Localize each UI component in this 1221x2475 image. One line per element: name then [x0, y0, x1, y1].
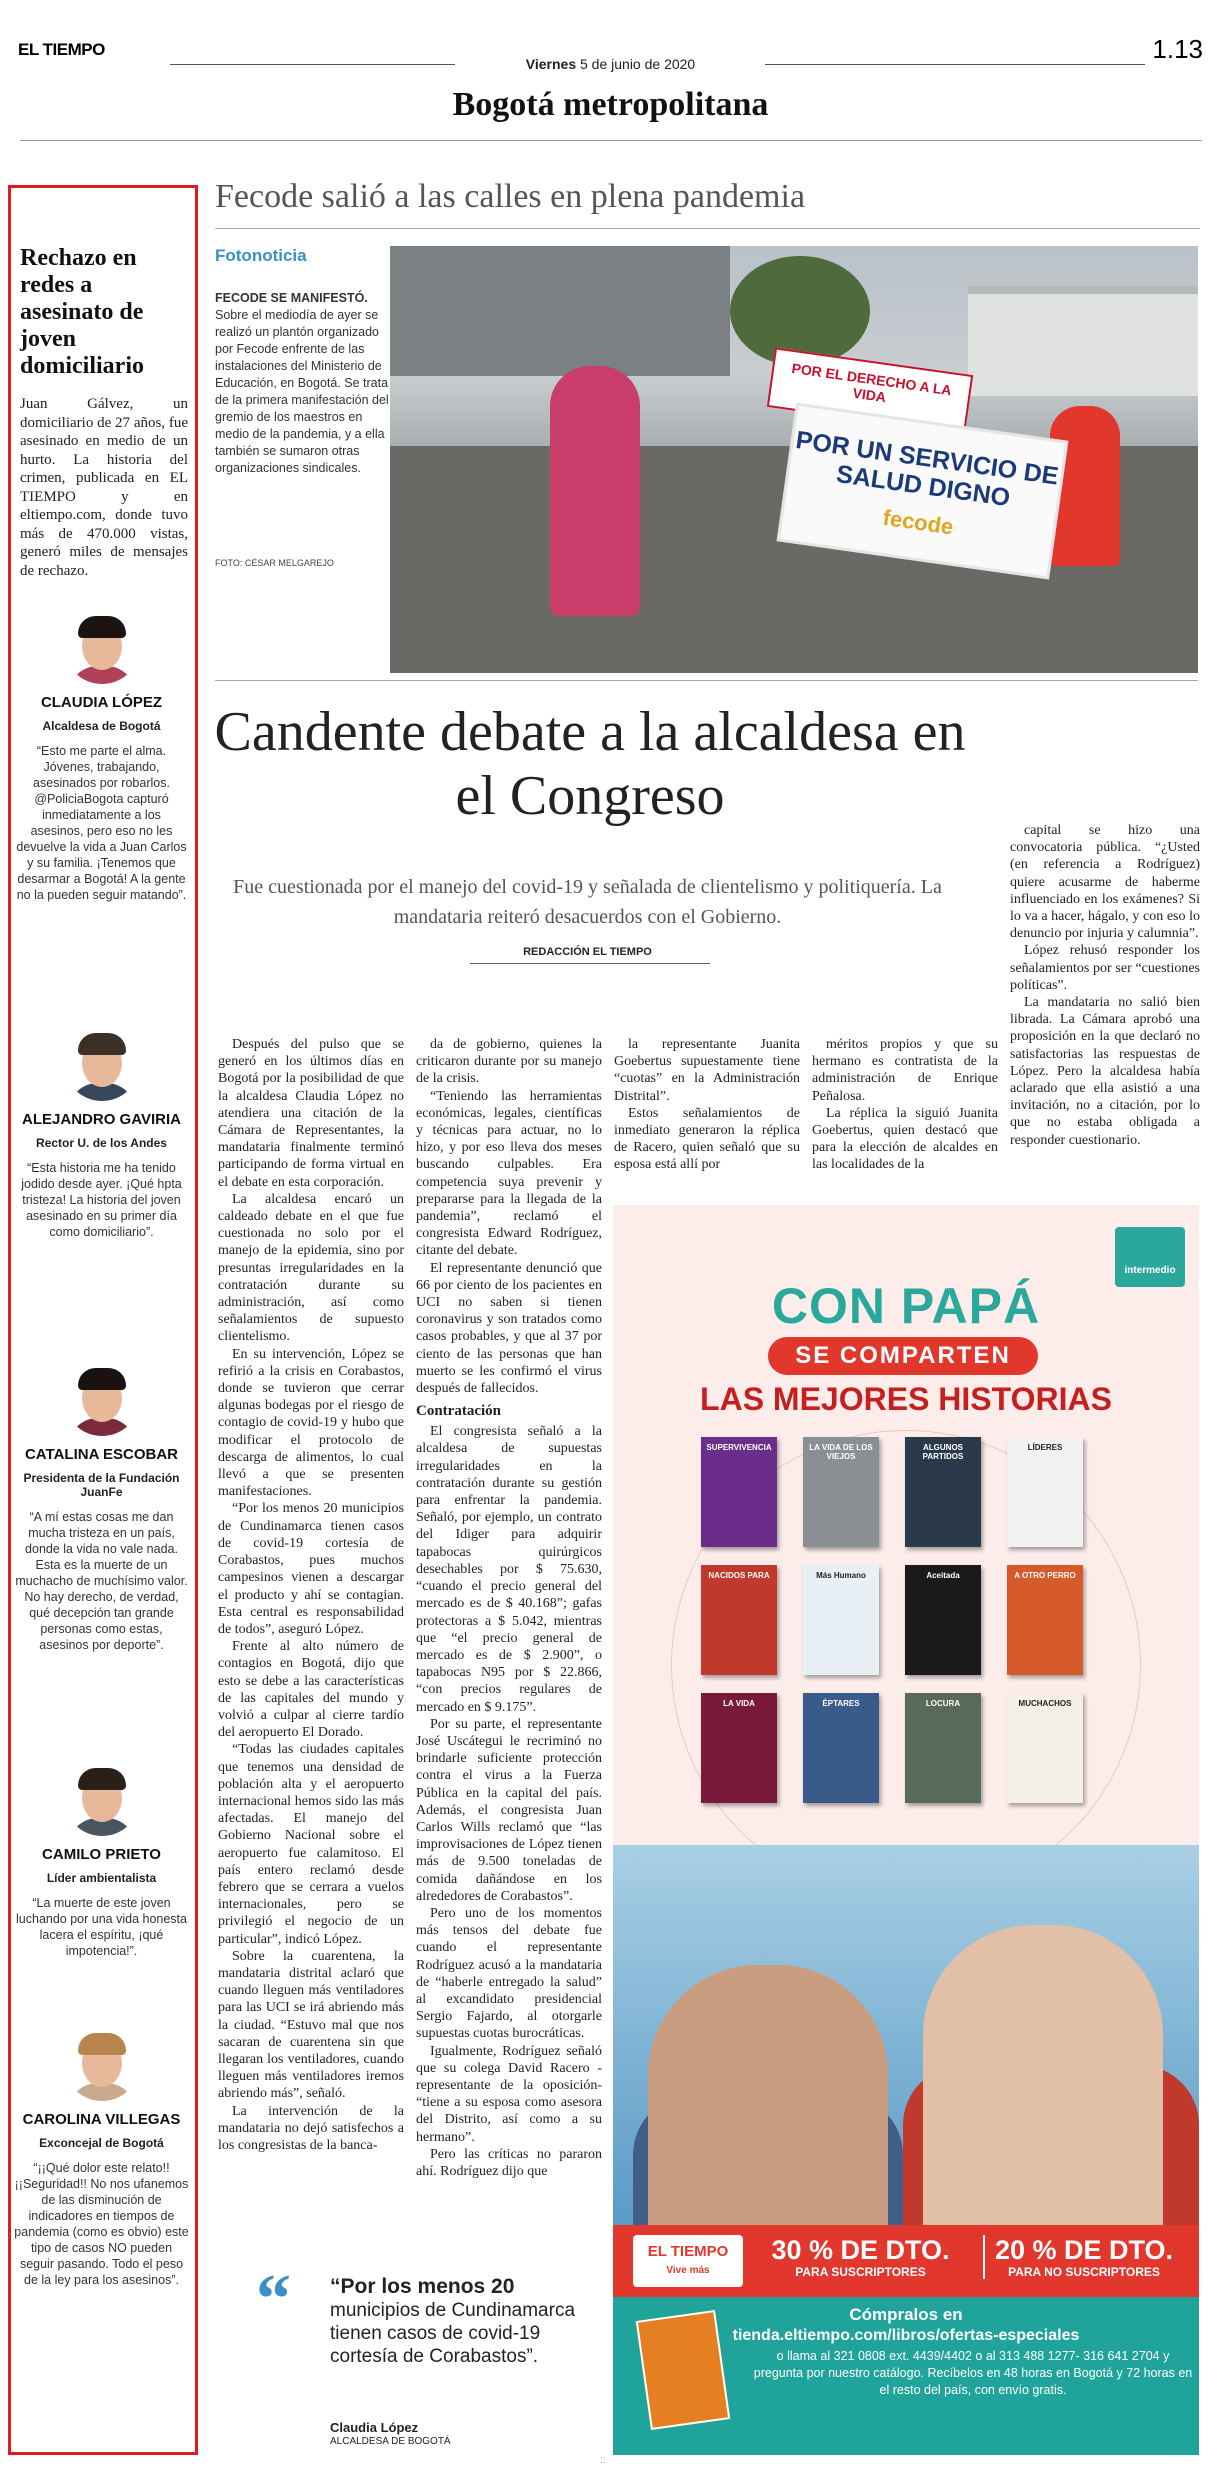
paragraph: capital se hizo una convocatoria pública. “¿Usted (en referencia a Rodríguez) quiere acusarme de haberme influenciado en los exámenes? Si lo va a hacer, hágalo, y con eso lo denuncio por injuria y calumnia”.	[1010, 823, 1200, 942]
book-advertisement	[613, 1205, 1199, 2455]
book-title: LA VIDA	[723, 1699, 755, 1708]
book-cover	[905, 1693, 981, 1803]
store-url[interactable]: tienda.eltiempo.com/libros/ofertas-especiales	[732, 2327, 1080, 2344]
building	[390, 246, 730, 376]
sidebar-person	[14, 1760, 189, 1959]
subhead: Contratación	[416, 1403, 501, 1420]
paragraph: “Teniendo las herramientas económicas, legales, científicas y técnicas para actuar, no lo hizo, y por eso lleva dos meses buscando culpables. Era competencia suya prevenir y prepararse para la llegada de la pandemia”, reclamó el congresista Edward Rodríguez, citante del debate.	[416, 1088, 602, 1259]
person-name: CATALINA ESCOBAR	[24, 1446, 179, 1463]
paragraph: da de gobierno, quienes la criticaron durante por su manejo de la crisis.	[416, 1037, 602, 1087]
person-role: Líder ambientalista	[46, 1871, 157, 1885]
book-title: ALGUNOS PARTIDOS	[922, 1443, 964, 1461]
paragraph: Por su parte, el representante José Uscátegui le recriminó no brindarle suficiente protección contra el virus a la Fuerza Pública en la capital del país. Además, el congresista Juan Carlos Wills reclamó que “las improvisaciones de López tienen más de 9.500 toneladas de comida dañándose en los alrededores de Corabastos”.	[416, 1716, 602, 1904]
sidebar-title: Rechazo en redes a asesinato de joven domiciliario	[20, 245, 144, 379]
photo-credit: FOTO: CÉSAR MELGAREJO	[215, 558, 334, 568]
book-title: LÍDERES	[1027, 1443, 1063, 1452]
sidebar-lead: Juan Gálvez, un domiciliario de 27 años, fue asesinado en medio de un hurto. La historia del crimen, publicada en EL TIEMPO y en eltiempo.com, donde tuvo más de 470.000 vistas, generó miles de mensajes de rechazo.	[20, 396, 188, 579]
banner-brand: fecode	[881, 504, 955, 540]
intermedio-logo: intermedio	[1115, 1227, 1185, 1287]
pull-quote-lead: “Por los menos 20	[330, 2275, 515, 2298]
book-cover	[905, 1437, 981, 1547]
sidebar-person	[14, 608, 189, 903]
buy-label: Cómpralos en	[849, 2305, 963, 2324]
issue-date	[0, 56, 1221, 72]
article-dek: Fue cuestionada por el manejo del covid-19 y señalada de clientelismo y politiquería. La mandataria reiteró desacuerdos con el Gobierno.	[233, 876, 942, 928]
page-number: 1.13	[1152, 34, 1203, 64]
avatar	[64, 608, 140, 684]
paragraph: La réplica la siguió Juanita Goebertus, quien destacó que para la elección de alcaldes en las localidades de la	[812, 1105, 998, 1173]
person-role: Rector U. de los Andes	[36, 1136, 167, 1150]
protest-photo	[390, 246, 1198, 673]
paragraph: méritos propios y que su hermano es contratista de la administración de Enrique Peñalosa.	[812, 1037, 998, 1104]
article-column-2	[416, 1036, 602, 2180]
person-quote: “Esto me parte el alma. Jóvenes, trabajando, asesinados por robarlos. @PoliciaBogota capturó inmediatamente a los asesinos, pero eso no les devuelve la vida a Juan Carlos y su familia. ¡Tenemos que desarmar a Bogotá! A la gente no la pueden seguir matando”.	[16, 744, 187, 902]
book-cover	[803, 1437, 879, 1547]
date-rest: 5 de junio de 2020	[580, 56, 696, 72]
book-title: SUPERVIVENCIA	[706, 1443, 772, 1452]
deal-2-sub: PARA NO SUSCRIPTORES	[1008, 2265, 1160, 2279]
section-title: Bogotá metropolitana	[452, 86, 769, 123]
paragraph: En su intervención, López se refirió a la crisis en Corabastos, donde se tuvieron que cerrar algunas bodegas por el riesgo de contagio de covid-19 y hubo que modificar el protocolo de descarga de alimentos, lo cual llevó a que se presenten manifestaciones.	[218, 1346, 404, 1500]
ad-headline: CON PAPÁ	[771, 1278, 1041, 1334]
avatar	[64, 1760, 140, 1836]
book-title: Aceitada	[926, 1571, 960, 1580]
date-day: Viernes	[525, 56, 577, 72]
person-name: CAMILO PRIETO	[42, 1846, 161, 1863]
protest-sign: POR EL DERECHO A LA VIDA	[767, 347, 973, 434]
book-cover	[1007, 1437, 1083, 1547]
tree	[730, 256, 870, 366]
sidebar-person	[14, 2025, 189, 2288]
article-column-3	[614, 1036, 800, 1174]
book-cover	[905, 1565, 981, 1675]
top-divider	[20, 140, 1202, 141]
person-name: CAROLINA VILLEGAS	[22, 2111, 181, 2128]
avatar	[64, 2025, 140, 2101]
sidebar-person	[14, 1360, 189, 1653]
book-title: A OTRO PERRO	[1014, 1571, 1076, 1580]
person-quote: “¡¡Qué dolor este relato!! ¡¡Seguridad!! No nos ufanemos de las disminución de indicadores en tiempos de pandemia (como es obvio) este tipo de casos NO pueden seguir pasando. Todo el peso de la ley para los asesinos”.	[14, 2161, 189, 2287]
pull-quote-role: ALCALDESA DE BOGOTÁ	[330, 2436, 451, 2447]
sidebar-person	[14, 1025, 189, 1240]
deal-1: 30 % DE DTO.	[771, 2235, 950, 2265]
eltiempo-logo	[633, 2235, 743, 2287]
discount-non-subscribers	[983, 2235, 1183, 2279]
paragraph: La intervención de la mandataria no dejó satisfechos a los congresistas de la banca-	[218, 2103, 404, 2153]
masthead-logo: EL TIEMPO	[18, 40, 105, 59]
paragraph: López rehusó responder los señalamientos por ser “cuestiones políticas”.	[1010, 943, 1200, 993]
article-headline: Candente debate a la alcaldesa en el Congreso	[214, 701, 966, 827]
et-logo-text: EL TIEMPO	[647, 2243, 729, 2260]
paragraph: La alcaldesa encaró un caldeado debate en el que fue cuestionada no solo por el manejo de la epidemia, sino por presuntas irregularidades en la contratación durante su administración, así como señalamientos de supuesto clientelismo.	[218, 1191, 404, 1345]
paragraph: El congresista señaló a la alcaldesa de supuestas irregularidades en la contratación durante su gestión para enfrentar la pandemia. Señaló, por ejemplo, un contrato del Idiger para adquirir tapabocas quirúrgicos desechables por $ 75.630, “cuando el precio general del mercado es de $ 40.168”; gafas protectoras a $ 5.042, mientras que “el precio general de mercado es de $ 2.900”, o tapabocas N95 por $ 22.866, “con precios regulares de mercado en $ 9.175”.	[416, 1424, 602, 1715]
book-cover	[803, 1693, 879, 1803]
person-quote: “A mí estas cosas me dan mucha tristeza en un país, donde la vida no vale nada. Esta es la muerte de un muchacho de muchísimo valor. No hay derecho, de verdad, qué decepción tan grande personas como estas, asesinos por deporte”.	[15, 1510, 188, 1652]
paragraph: La mandataria no salió bien librada. La Cámara aprobó una proposición en la que declaró no satisfactorias las respuestas de López. Pero la alcaldesa había aclarado que ella asistió a una invitación, no a citación, por lo que no estaba obligada a responder cuestionario.	[1010, 995, 1200, 1148]
pull-quote-text: municipios de Cundinamarca tienen casos de covid-19 cortesía de Corabastos”.	[330, 2300, 576, 2367]
book-title: LA VIDA DE LOS VIEJOS	[809, 1443, 873, 1461]
deal-2: 20 % DE DTO.	[994, 2235, 1174, 2265]
person-quote: “La muerte de este joven luchando por una vida honesta lacera el espíritu, ¡qué impotencia!”.	[16, 1896, 187, 1958]
book-cover	[1007, 1693, 1083, 1803]
book-title: MUCHACHOS	[1018, 1699, 1072, 1708]
section-divider	[215, 680, 1198, 681]
pull-quote	[330, 2275, 580, 2368]
book-title: LOCURA	[925, 1699, 961, 1708]
person-role: Exconcejal de Bogotá	[39, 2136, 164, 2150]
paragraph: Después del pulso que se generó en los últimos días en Bogotá por la posibilidad de que la alcaldesa Claudia López no atendiera una citación de la Cámara de Representantes, la mandataria finalmente terminó participando de forma virtual en el debate en esta corporación.	[218, 1037, 404, 1190]
book-title: ÉPTARES	[822, 1699, 860, 1708]
paragraph: El representante denunció que 66 por ciento de los pacientes en UCI no saben si tienen coronavirus y son tratados como casos probables, y que al 37 por ciento de las personas que han muerto se les confirmó el virus después de fallecidos.	[416, 1260, 602, 1397]
deal-1-sub: PARA SUSCRIPTORES	[795, 2265, 926, 2279]
paragraph: Frente al alto número de contagios en Bogotá, dijo que esto se debe a las características de las capitales del mundo y volvió a culpar al cierre tardío del aeropuerto El Dorado.	[218, 1639, 404, 1741]
caption-text: Sobre el mediodía de ayer se realizó un plantón organizado por Fecode enfrente de las instalaciones del Ministerio de Educación, en Bogotá. Se trata de la primera manifestación del gremio de los maestros en medio de la pandemia, y a ella también se sumaron otras organizaciones sindicales.	[215, 308, 389, 475]
protester	[550, 366, 640, 616]
article-column-5	[1010, 822, 1200, 1149]
paragraph: la representante Juanita Goebertus supuestamente tiene “cuotas” en la Administración Distrital”.	[614, 1037, 800, 1104]
person-name: ALEJANDRO GAVIRIA	[22, 1111, 181, 1128]
paragraph: Sobre la cuarentena, la mandataria distrital aclaró que cuando lleguen más ventiladores para las UCI se irá abriendo más la ciudad. “Estuvo mal que nos sacaran de cuarentena sin que llegaran los ventiladores, cuando lleguen más ventiladores iremos abriendo más”, señaló.	[218, 1948, 404, 2102]
article-byline: REDACCIÓN EL TIEMPO	[523, 946, 652, 958]
photo-caption	[215, 290, 390, 477]
paragraph: Pero las críticas no pararon ahí. Rodríguez dijo que	[416, 2146, 602, 2179]
book-title: NACIDOS PARA	[708, 1571, 770, 1580]
person-quote: “Esta historia me ha tenido jodido desde ayer. ¡Qué hpta tristeza! La historia del joven asesinado en su primer día como domiciliario”.	[21, 1161, 182, 1239]
caption-head: FECODE SE MANIFESTÓ.	[215, 291, 368, 305]
book-title: Más Humano	[816, 1571, 866, 1580]
et-logo-sub: Vive más	[666, 2265, 710, 2276]
quote-mark-icon: “	[256, 2261, 291, 2338]
fotonoticia-label: Fotonoticia	[215, 246, 307, 265]
article-column-4	[812, 1036, 998, 1174]
avatar	[64, 1360, 140, 1436]
book-cover	[701, 1565, 777, 1675]
ad-ribbon: SE COMPARTEN	[768, 1337, 1038, 1375]
fecode-rule	[215, 228, 1200, 229]
book-cover	[1007, 1565, 1083, 1675]
fecode-title: Fecode salió a las calles en plena pandemia	[215, 178, 806, 215]
person-role: Presidenta de la Fundación JuanFe	[23, 1471, 180, 1499]
paragraph: Pero uno de los momentos más tensos del debate fue cuando el representante Rodríguez acusó a la mandataria de “haberle entregado la salud” al excandidato presidencial Sergio Fajardo, al otorgarle supuestas cuotas burocráticas.	[416, 1905, 602, 2042]
contact-info: o llama al 321 0808 ext. 4439/4402 o al 313 488 1277- 316 641 2704 y pregunta por nuestro catálogo. Recíbelos en 48 horas en Bogotá y 72 horas en el resto del país, con envío gratis.	[753, 2349, 1193, 2397]
book-cover	[701, 1693, 777, 1803]
avatar	[64, 1025, 140, 1101]
page-footer-mark: ::	[600, 2455, 606, 2466]
banner-text: POR UN SERVICIO DE SALUD DIGNO	[793, 426, 1061, 513]
book-cover	[701, 1437, 777, 1547]
person-role: Alcaldesa de Bogotá	[42, 719, 161, 733]
discount-subscribers	[763, 2235, 958, 2279]
book-cover	[803, 1565, 879, 1675]
paragraph: Igualmente, Rodríguez señaló que su colega David Racero -representante de la oposición- “tiene a su esposa como asesora del Distrito, así como a su hermano”.	[416, 2043, 602, 2145]
ad-subheadline: LAS MEJORES HISTORIAS	[700, 1381, 1112, 1417]
person-name: CLAUDIA LÓPEZ	[40, 694, 163, 711]
pull-quote-name: Claudia López	[330, 2420, 419, 2435]
paragraph: “Todas las ciudades capitales que tenemos una densidad de población alta y el aeropuerto internacional hemos sido las más afectadas. El manejo del Gobierno Nacional sobre el aeropuerto fue calamitoso. El país entero reclamó desde febrero que se cerrara a vuelos internacionales, pero se privilegió el negocio de un particular”, indicó López.	[218, 1742, 404, 1947]
article-column-1	[218, 1036, 404, 2154]
building	[968, 286, 1198, 396]
byline-rule	[470, 963, 710, 964]
paragraph: “Por los menos 20 municipios de Cundinamarca tienen casos de covid-19 cortesía de Corabastos, pues muchos campesinos vienen a descargar el producto y ahí se contagian. Esta central es responsabilidad de todos”, aseguró López.	[218, 1501, 404, 1637]
paragraph: Estos señalamientos de inmediato generaron la réplica de Racero, quien señaló que su esposa está allí por	[614, 1105, 800, 1173]
